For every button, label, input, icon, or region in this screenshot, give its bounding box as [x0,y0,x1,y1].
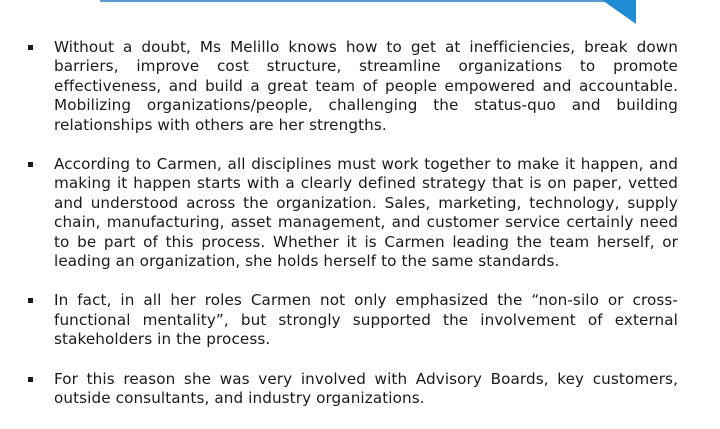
bullet-text-2: According to Carmen, all disciplines must work together to make it happen, and making it happen starts with a clearly defined strategy that is on paper, vetted and understood across the organization. Sales, marketing, technology, supply chain, manufacturing, asset management, and customer service certainly need to be part of this process. Whether it is Carmen leading the team herself, or leading an organization, she holds herself to the same standards. [54,155,678,271]
bullet-item-4 [28,370,678,409]
bullet-text-1: Without a doubt, Ms Melillo knows how to get at inefficiencies, break down barriers, improve cost structure, streamline organizations to promote effectiveness, and build a great team of people empowered and accountable. Mobilizing organizations/people, challenging the status-quo and building relationships with others are her strengths. [54,38,678,134]
top-border-rule [100,0,620,2]
bullet-marker-icon [28,45,33,50]
bullet-list [28,38,678,429]
bullet-marker-icon [28,162,33,167]
bullet-item-1 [28,38,678,135]
bullet-item-3 [28,291,678,349]
bullet-text-3: In fact, in all her roles Carmen not only emphasized the “non-silo or cross-functional mentality”, but strongly supported the involvement of external stakeholders in the process. [54,291,678,349]
bullet-marker-icon [28,298,33,303]
bullet-item-2 [28,155,678,271]
bullet-text-4: For this reason she was very involved with Advisory Boards, key customers, outside consultants, and industry organizations. [54,369,678,408]
bullet-marker-icon [28,377,33,382]
corner-accent-triangle [602,0,636,24]
